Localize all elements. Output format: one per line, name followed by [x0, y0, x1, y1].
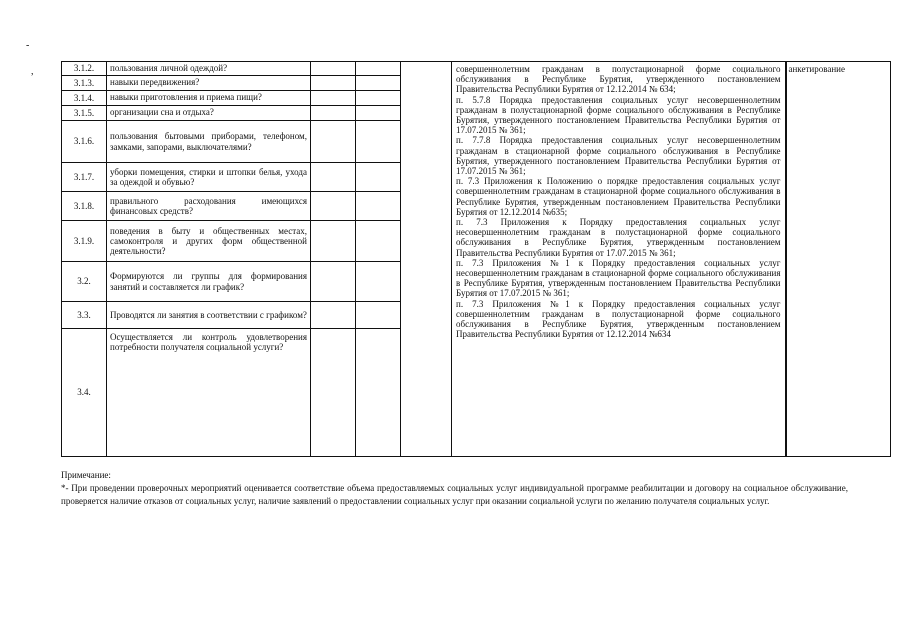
question-text: навыки передвижения?	[107, 76, 311, 91]
question-text: Проводятся ли занятия в соответствии с графиком?	[107, 302, 311, 329]
answer-cell	[311, 302, 356, 329]
normative-reference: п. 7.3 Приложения к Положению о порядке предоставления социальных услуг совершеннолетним гражданам в стационарной форме социального обслуживания в Республике Бурятия, утвержденным постановлением Правительства Республики Бурятия от 12.12.2014 №635;	[456, 176, 781, 217]
answer-cell	[311, 121, 356, 163]
answer-cell	[356, 262, 401, 302]
question-text: правильного расходования имеющихся финансовых средств?	[107, 192, 311, 221]
scan-mark: ,	[31, 66, 34, 77]
answer-cell	[356, 163, 401, 192]
row-number: 3.1.2.	[62, 62, 107, 76]
table-body	[62, 62, 891, 457]
answer-cell	[311, 62, 356, 76]
answer-cell	[356, 106, 401, 121]
answer-cell	[311, 76, 356, 91]
row-number: 3.3.	[62, 302, 107, 329]
row-number: 3.1.7.	[62, 163, 107, 192]
answer-cell	[311, 192, 356, 221]
answer-cell	[356, 221, 401, 262]
footnote	[61, 469, 848, 508]
answer-cell	[356, 329, 401, 457]
question-text: Осуществляется ли контроль удовлетворения потребности получателя социальной услуги?	[107, 329, 311, 457]
answer-cell	[356, 62, 401, 76]
scan-mark: -	[26, 40, 30, 51]
normative-reference: п. 7.7.8 Порядка предоставления социальных услуг несовершеннолетним гражданам в стационарной форме социального обслуживания в Республике Бурятия, утвержденного постановлением Правительства Республики Бурятия от 17.07.2015 № 361;	[456, 135, 781, 177]
footnote-text: *- При проведении проверочных мероприятий оценивается соответствие объема предоставляемых социальных услуг индивидуальной программе реабилитации и договору на социальное обслуживание, проверяется наличие отказов от социальных услуг, наличие заявлений о предоставлении социальных услуг при оказании социальной услуги по желанию получателя социальных услуг.	[61, 483, 848, 506]
question-text: пользования бытовыми приборами, телефоном, замками, запорами, выключателями?	[107, 121, 311, 163]
row-number: 3.1.6.	[62, 121, 107, 163]
answer-cell	[356, 192, 401, 221]
answer-cell	[356, 121, 401, 163]
row-number: 3.4.	[62, 329, 107, 457]
question-text: Формируются ли группы для формирования занятий и составляется ли график?	[107, 262, 311, 302]
row-number: 3.2.	[62, 262, 107, 302]
question-text: навыки приготовления и приема пищи?	[107, 91, 311, 106]
answer-cell	[311, 221, 356, 262]
normative-reference: п. 7.3 Приложения к Порядку предоставления социальных услуг несовершеннолетним гражданам в полустационарной форме социального обслуживания в Республике Бурятия, утвержденным постановлением Правительства Республики Бурятия от 17.07.2015 № 361;	[456, 217, 781, 258]
normative-reference: п. 7.3 Приложения №1 к Порядку предоставления социальных услуг несовершеннолетним гражданам в стационарной форме социального обслуживания в Республике Бурятия, утвержденным постановлением Правительства Республики Бурятия от 17.07.2015 № 361;	[456, 257, 781, 299]
answer-cell	[356, 76, 401, 91]
row-number: 3.1.5.	[62, 106, 107, 121]
question-text: уборки помещения, стирки и штопки белья, ухода за одеждой и обувью?	[107, 163, 311, 192]
verification-method: анкетирование	[786, 62, 891, 457]
answer-cell	[311, 91, 356, 106]
table-row	[62, 62, 891, 76]
row-number: 3.1.4.	[62, 91, 107, 106]
answer-cell	[311, 106, 356, 121]
answer-cell	[356, 91, 401, 106]
row-number: 3.1.9.	[62, 221, 107, 262]
answer-cell	[401, 62, 452, 457]
answer-cell	[356, 302, 401, 329]
question-text: пользования личной одеждой?	[107, 62, 311, 76]
row-number: 3.1.8.	[62, 192, 107, 221]
normative-reference: п. 7.3 Приложения №1 к Порядку предоставления социальных услуг совершеннолетним гражданам в полустационарной форме социального обслуживания в Республике Бурятия, утвержденным постановлением Правительства Республики Бурятия от 12.12.2014 №634	[456, 298, 781, 340]
footnote-title: Примечание:	[61, 470, 111, 480]
checklist-table	[61, 61, 891, 457]
normative-references	[452, 62, 786, 457]
question-text: организации сна и отдыха?	[107, 106, 311, 121]
question-text: поведения в быту и общественных местах, самоконтроля и других форм общественной деятельности?	[107, 221, 311, 262]
normative-reference: п. 5.7.8 Порядка предоставления социальных услуг несовершеннолетним гражданам в полустационарной форме социального обслуживания в Республике Бурятия, утвержденного постановлением Правительства Республики Бурятия от 17.07.2015 № 361;	[456, 94, 781, 136]
answer-cell	[311, 262, 356, 302]
row-number: 3.1.3.	[62, 76, 107, 91]
normative-reference: совершеннолетним гражданам в полустационарной форме социального обслуживания в Республике Бурятия, утвержденного постановлением Правительства Республики Бурятия от 12.12.2014 № 634;	[456, 64, 781, 95]
answer-cell	[311, 329, 356, 457]
answer-cell	[311, 163, 356, 192]
